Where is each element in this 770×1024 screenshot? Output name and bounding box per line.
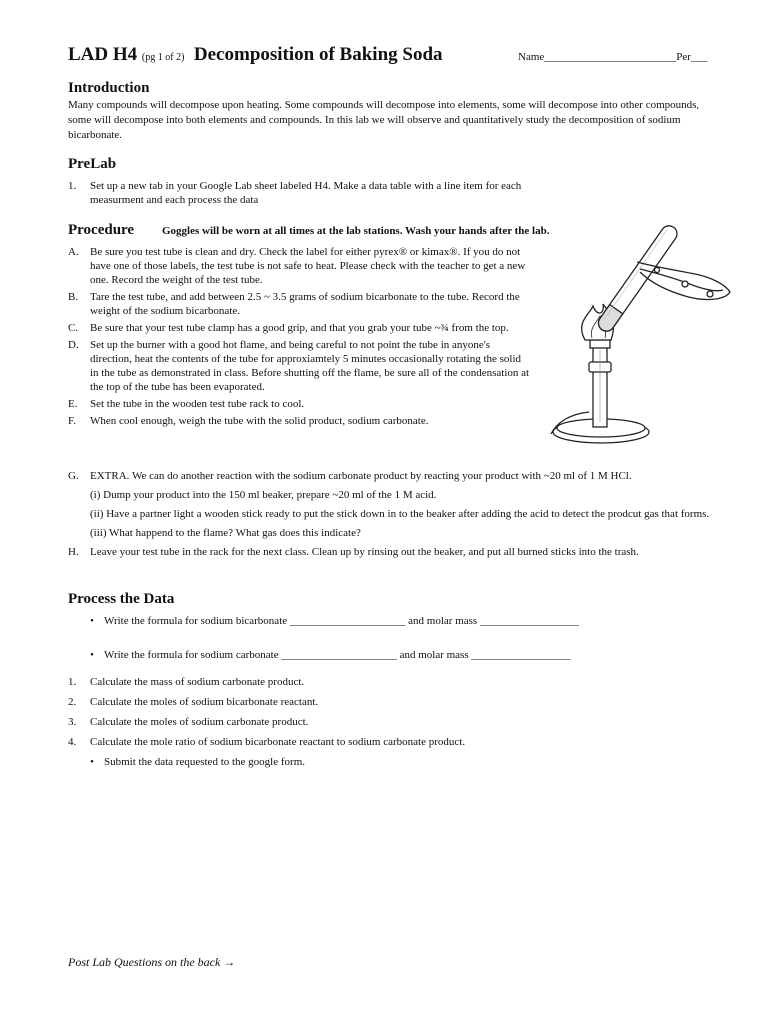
procedure-step-d: D. Set up the burner with a good hot flame, and being careful to not point the tube in anyone's direction, heat the contents of the tube for approxiamtely 5 minutes occasionally rotating the solid in the tube as demonstrated in class. Before shutting off the flame, be sure all of the condensation at the top of the tube has been evaporated. <box>68 339 530 393</box>
process-items <box>68 675 668 769</box>
process-item-2: 2. Calculate the moles of sodium bicarbonate reactant. <box>68 696 319 708</box>
procedure-heading: Procedure <box>68 222 135 238</box>
page-title <box>68 44 443 66</box>
prelab-item: 1. Set up a new tab in your Google Lab sheet labeled H4. Make a data table with a line item for each measurment and each process the data <box>68 180 522 206</box>
substep-iii: (iii) What happend to the flame? What gas does this indicate? <box>90 527 361 539</box>
post-lab-note: Post Lab Questions on the back → <box>68 955 236 969</box>
process-item-1: 1. Calculate the mass of sodium carbonate product. <box>68 676 305 688</box>
title-page-indicator: (pg 1 of 2) <box>141 52 185 63</box>
substep-ii: (ii) Have a partner light a wooden stick ready to put the stick down in to the beaker after adding the acid to detect the prodcut gas that forms. <box>90 508 710 520</box>
process-item-4: 4. Calculate the mole ratio of sodium bicarbonate reactant to sodium carbonate product. <box>68 736 466 748</box>
safety-note: Goggles will be worn at all times at the lab stations. Wash your hands after the lab. <box>162 225 550 237</box>
bunsen-burner-illustration <box>545 222 740 447</box>
procedure-step-e: E. Set the tube in the wooden test tube rack to cool. <box>68 398 305 410</box>
procedure-step-f: F. When cool enough, weigh the tube with the solid product, sodium carbonate. <box>68 415 429 427</box>
procedure-step-c: C. Be sure that your test tube clamp has a good grip, and that you grab your tube ~¾ from the top. <box>68 322 509 334</box>
prelab-heading: PreLab <box>68 156 117 172</box>
substep-i: (i) Dump your product into the 150 ml beaker, prepare ~20 ml of the 1 M acid. <box>90 489 437 501</box>
title-main: LAD H4 <box>68 44 138 65</box>
title-subject: Decomposition of Baking Soda <box>193 44 443 65</box>
procedure-steps <box>68 245 532 428</box>
process-item-3: 3. Calculate the moles of sodium carbonate product. <box>68 716 309 728</box>
procedure-step-b: B. Tare the test tube, and add between 2.5 ~ 3.5 grams of sodium bicarbonate to the tube. Record the weight of the sodium bicarbonate. <box>68 291 520 317</box>
procedure-step-a: A. Be sure you test tube is clean and dry. Check the label for either pyrex® or kimax®. If you do not have one of those labels, the test tube is not safe to heat. Please check with the teacher to get a new one. Record the weight of the test tube. <box>68 246 526 286</box>
introduction-text: Many compounds will decompose upon heating. Some compounds will decompose into elements, some will decompose into other compounds, some will decompose into both elements and compounds. In this lab we will observe and quantitatively study the decomposition of sodium bicarbonate. <box>68 99 700 141</box>
name-period-field: Name________________________Per___ <box>518 51 708 63</box>
procedure-step-h: H. Leave your test tube in the rack for the next class. Clean up by rinsing out the beaker, and put all burned sticks into the trash. <box>68 546 639 558</box>
process-data-heading: Process the Data <box>68 591 175 607</box>
formula-bullet-bicarbonate: • Write the formula for sodium bicarbonate _____________________ and molar mass __________________ <box>90 615 579 627</box>
extra-section <box>68 469 738 559</box>
introduction-heading: Introduction <box>68 80 150 96</box>
submit-bullet: • Submit the data requested to the google form. <box>90 756 306 768</box>
procedure-step-g: G. EXTRA. We can do another reaction with the sodium carbonate product by reacting your product with ~20 ml of 1 M HCl. <box>68 470 632 482</box>
formula-bullet-carbonate: • Write the formula for sodium carbonate _____________________ and molar mass __________________ <box>90 649 571 661</box>
